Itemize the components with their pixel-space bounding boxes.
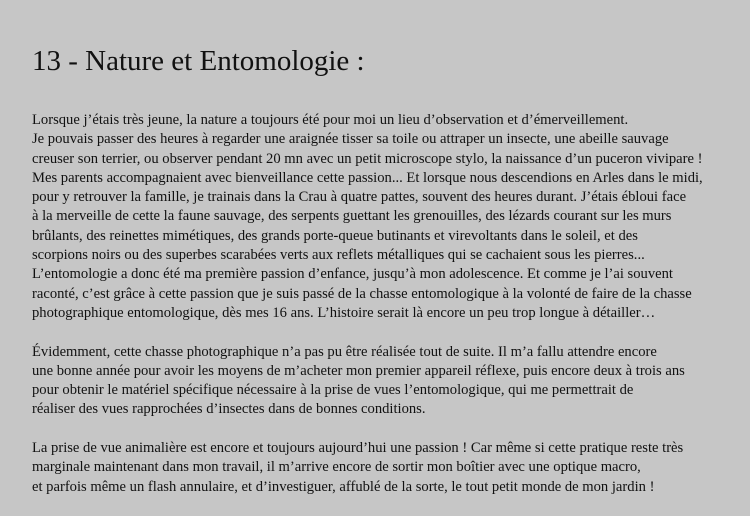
paragraph-photography (32, 343, 732, 420)
text-line: pour y retrouver la famille, je trainais dans la Crau à quatre pattes, souvent des heures durant. J’étais ébloui face (32, 189, 687, 206)
text-line: scorpions noirs ou des superbes scarabées verts aux reflets métalliques qui se cachaient sous les pierres... (32, 247, 645, 264)
text-line: marginale maintenant dans mon travail, il m’arrive encore de sortir mon boîtier avec une optique macro, (32, 459, 641, 476)
text-line: brûlants, des reinettes mimétiques, des grands porte-queue butinants et virevoltants dans le soleil, et des (32, 227, 638, 244)
text-line: creuser son terrier, ou observer pendant 20 mn avec un petit microscope stylo, la naissance d’un puceron vivipare ! (32, 150, 703, 167)
paragraph-today (32, 439, 732, 497)
text-line: Lorsque j’étais très jeune, la nature a toujours été pour moi un lieu d’observation et d’émerveillement. (32, 112, 629, 128)
paragraph-childhood (32, 111, 732, 323)
text-line: pour obtenir le matériel spécifique nécessaire à la prise de vues l’entomologique, qui me permettrait de (32, 382, 634, 399)
article-body (32, 111, 732, 516)
text-line: et parfois même un flash annulaire, et d’investiguer, affublé de la sorte, le tout petit monde de mon jardin ! (32, 478, 655, 495)
text-line: Évidemment, cette chasse photographique n’a pas pu être réalisée tout de suite. Il m’a fallu attendre encore (32, 343, 657, 360)
text-line: à la merveille de cette la faune sauvage, des serpents guettant les grenouilles, des lézards courant sur les murs (32, 208, 672, 225)
text-line: Mes parents accompagnaient avec bienveillance cette passion... Et lorsque nous descendions en Arles dans le midi, (32, 169, 703, 186)
text-line: La prise de vue animalière est encore et toujours aujourd’hui une passion ! Car même si cette pratique reste très (32, 440, 684, 457)
text-line: une bonne année pour avoir les moyens de m’acheter mon premier appareil réflexe, puis encore deux à trois ans (32, 362, 685, 379)
text-line: L’entomologie a donc été ma première passion d’enfance, jusqu’à mon adolescence. Et comme je l’ai souvent (32, 266, 673, 283)
page-title: 13 - Nature et Entomologie : (32, 45, 365, 77)
text-line: réaliser des vues rapprochées d’insectes dans de bonnes conditions. (32, 401, 426, 418)
text-line: Je pouvais passer des heures à regarder une araignée tisser sa toile ou attraper un insecte, une abeille sauvage (32, 131, 669, 148)
text-line: raconté, c’est grâce à cette passion que je suis passé de la chasse entomologique à la volonté de faire de la chasse (32, 285, 692, 302)
text-line: photographique entomologique, dès mes 16 ans. L’histoire serait là encore un peu trop longue à détailler… (32, 304, 656, 321)
